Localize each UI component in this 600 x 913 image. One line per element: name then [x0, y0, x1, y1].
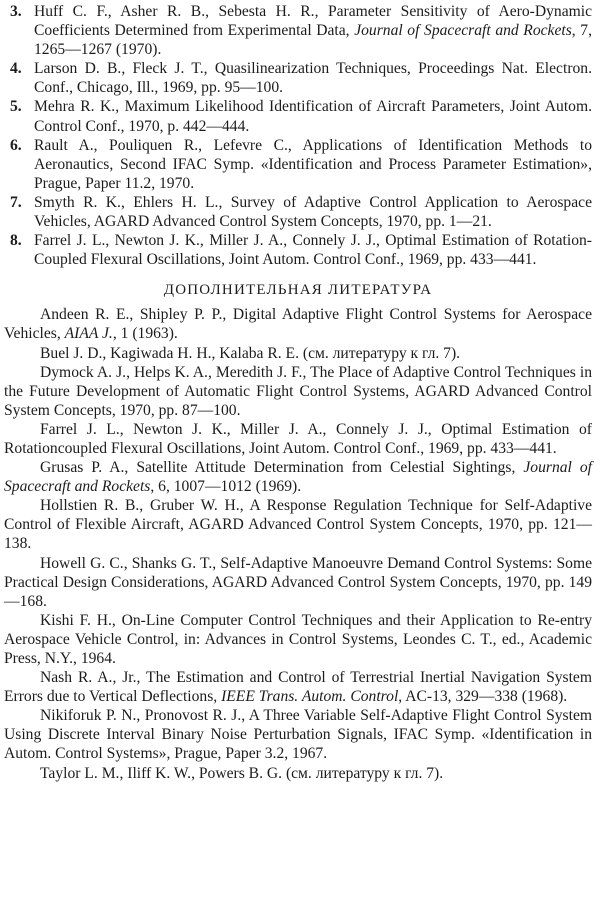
numbered-reference-list: [4, 2, 592, 269]
reference-text: Smyth R. K., Ehlers H. L., Survey of Adaptive Control Application to Aerospace Vehicles, AGARD Advanced Control System Concepts, 1970, pp. 1—21.: [34, 193, 592, 231]
reference-item: [4, 97, 592, 135]
reference-journal: Journal of Spacecraft and Rockets: [354, 22, 572, 40]
reference-text: Grusas P. A., Satellite Attitude Determination from Celestial Sightings,: [40, 459, 524, 477]
reference-number: 4.: [10, 60, 22, 78]
additional-reference-item: [4, 496, 592, 553]
reference-text: Dymock A. J., Helps K. A., Meredith J. F., The Place of Adaptive Control Techniques in the Future Development of Automatic Flight Control Systems, AGARD Advanced Control System Concepts, 1970, pp. 87—100.: [4, 363, 592, 419]
reference-number: 5.: [10, 98, 22, 116]
reference-number: 3.: [10, 3, 22, 20]
reference-text: Farrel J. L., Newton J. K., Miller J. A., Connely J. J., Optimal Estimation of Rotation-Coupled Flexural Oscillations, Joint Autom. Control Conf., 1969, pp. 433—441.: [34, 232, 592, 269]
reference-text: Howell G. C., Shanks G. T., Self-Adaptive Manoeuvre Demand Control Systems: Some Practical Design Considerations, AGARD Advanced Control System Concepts, 1970, pp. 149—168.: [4, 554, 592, 610]
additional-reference-item: [4, 668, 592, 706]
reference-text: Huff C. F., Asher R. B., Sebesta H. R., Parameter Sensitivity of Aero-Dynamic Coefficients Determined from Experimental Data,: [34, 3, 592, 40]
additional-reference-item: [4, 611, 592, 668]
additional-reference-item: [4, 420, 592, 458]
additional-reference-item: [4, 764, 592, 783]
reference-journal: Journal of Spacecraft and Rockets: [4, 459, 593, 496]
reference-tail: , 6, 1007—1012 (1969).: [150, 478, 302, 496]
additional-reference-list: [4, 305, 592, 782]
reference-text: Mehra R. K., Maximum Likelihood Identification of Aircraft Parameters, Joint Autom. Control Conf., 1970, p. 442—444.: [34, 98, 592, 135]
reference-item: [4, 59, 592, 97]
reference-journal: IEEE Trans. Autom. Control: [221, 688, 399, 706]
reference-text: Larson D. B., Fleck J. T., Quasilinearization Techniques, Proceedings Nat. Electron. Conf., Chicago, Ill., 1969, pp. 95—100.: [34, 60, 592, 97]
additional-reference-item: [4, 458, 592, 496]
reference-text: Nash R. A., Jr., The Estimation and Control of Terrestrial Inertial Navigation System Errors due to Vertical Deflections,: [4, 669, 592, 706]
reference-text: Rault A., Pouliquen R., Lefevre C., Applications of Identification Methods to Aeronautics, Second IFAC Symp. «Identification and Process Parameter Estimation», Prague, Paper 11.2, 1970.: [34, 136, 592, 192]
reference-text: Hollstien R. B., Gruber W. H., A Response Regulation Technique for Self-Adaptive Control of Flexible Aircraft, AGARD Advanced Control System Concepts, 1970, pp. 121—138.: [4, 497, 592, 553]
reference-tail: , 7, 1265—1267 (1970).: [34, 22, 592, 59]
reference-text: Kishi F. H., On-Line Computer Control Techniques and their Application to Re-entry Aerospace Vehicle Control, in: Advances in Control Systems, Leondes C. T., ed., Academic Press, N.Y., 1964.: [4, 611, 592, 667]
reference-tail: , AC-13, 329—338 (1968).: [398, 688, 568, 706]
additional-reference-item: [4, 344, 592, 363]
additional-reference-item: [4, 554, 592, 611]
reference-item: [4, 231, 592, 269]
reference-text: Taylor L. M., Iliff K. W., Powers B. G. (см. литературу к гл. 7).: [40, 764, 444, 782]
reference-item: [4, 136, 592, 193]
reference-journal: AIAA J.: [64, 325, 113, 343]
reference-item: [4, 193, 592, 231]
reference-text: Andeen R. E., Shipley P. P., Digital Adaptive Flight Control Systems for Aerospace Vehicles,: [4, 306, 592, 343]
section-title: ДОПОЛНИТЕЛЬНАЯ ЛИТЕРАТУРА: [163, 282, 433, 299]
reference-text: Buel J. D., Kagiwada H. H., Kalaba R. E. (см. литературу к гл. 7).: [40, 344, 461, 362]
additional-reference-item: [4, 363, 592, 420]
reference-number: 6.: [10, 136, 22, 154]
additional-reference-item: [4, 305, 592, 343]
reference-item: [4, 2, 592, 59]
reference-text: Nikiforuk P. N., Pronovost R. J., A Three Variable Self-Adaptive Flight Control System Using Discrete Interval Binary Noise Perturbation Signals, IFAC Symp. «Identification in Autom. Control Systems», Prague, Paper 3.2, 1967.: [4, 707, 592, 763]
reference-number: 7.: [10, 193, 22, 211]
reference-number: 8.: [10, 232, 22, 250]
reference-text: Farrel J. L., Newton J. K., Miller J. A., Connely J. J., Optimal Estimation of Rotationcoupled Flexural Oscillations, Joint Autom. Control Conf., 1969, pp. 433—441.: [4, 420, 592, 457]
additional-reference-item: [4, 706, 592, 763]
reference-tail: , 1 (1963).: [112, 325, 178, 343]
